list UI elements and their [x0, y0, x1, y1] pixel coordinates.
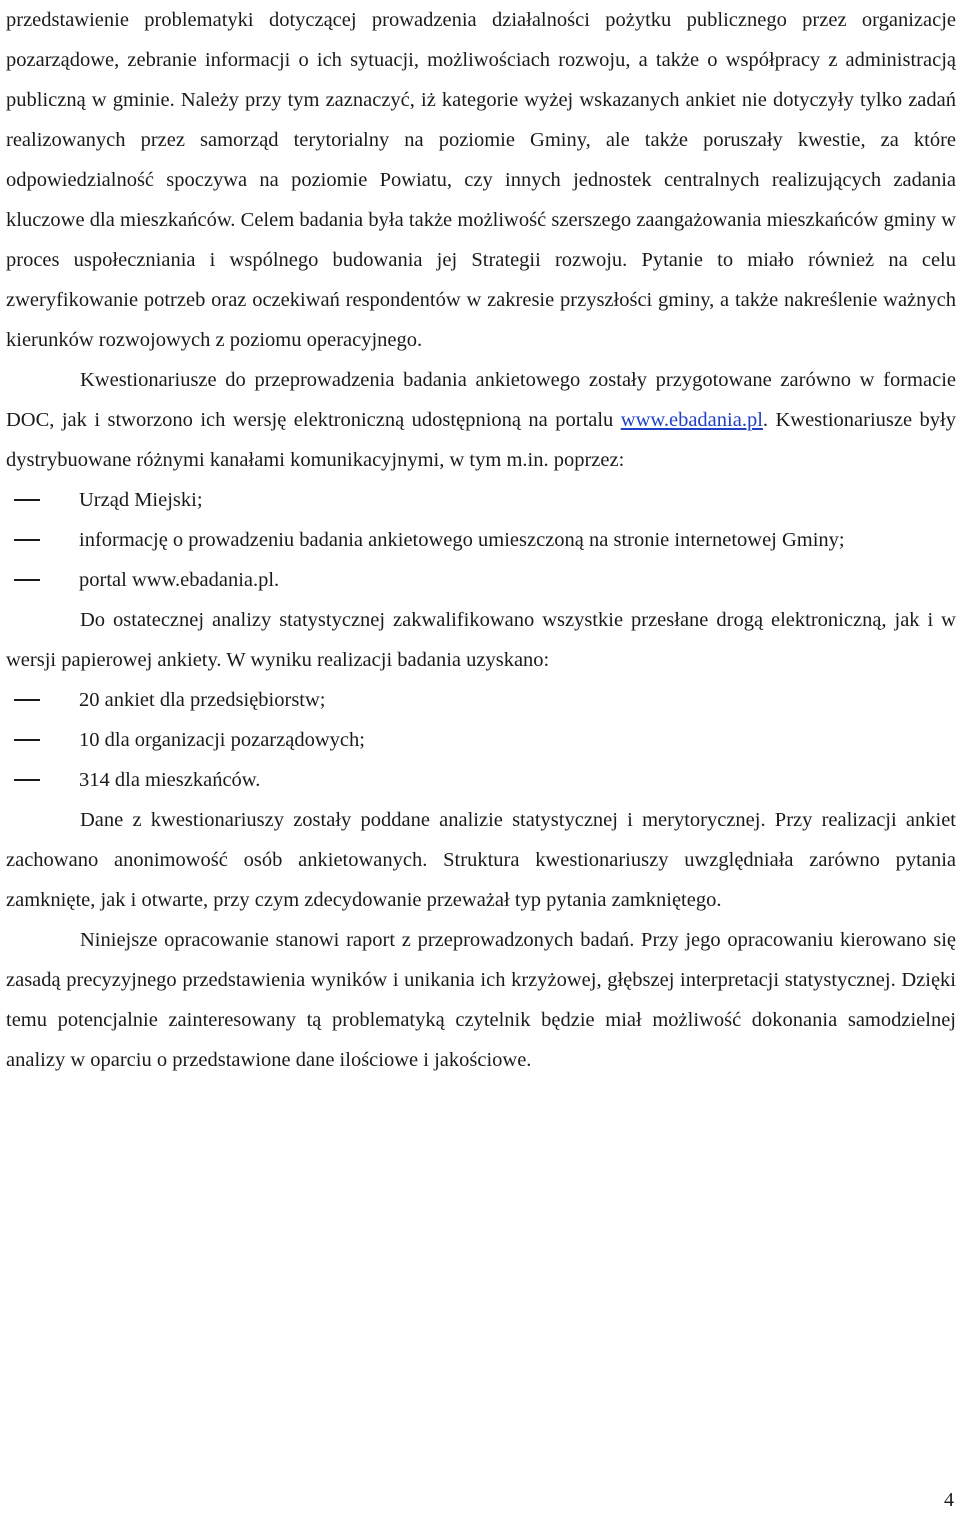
dash-bullet-icon	[14, 579, 40, 581]
dash-bullet-icon	[14, 539, 40, 541]
paragraph-survey-purpose: przedstawienie problematyki dotyczącej prowadzenia działalności pożytku publicznego przez organizacje pozarządowe, zebranie informacji o ich sytuacji, możliwościach rozwoju, a także o współpracy z administracją publiczną w gminie. Należy przy tym zaznaczyć, iż kategorie wyżej wskazanych ankiet nie dotyczyły tylko zadań realizowanych przez samorząd terytorialny na poziomie Gminy, ale także poruszały kwestie, za które odpowiedzialność spoczywa na poziomie Powiatu, czy innych jednostek centralnych realizujących zadania kluczowe dla mieszkańców. Celem badania była także możliwość szerszego zaangażowania mieszkańców gminy w proces uspołeczniania i wspólnego budowania jej Strategii rozwoju. Pytanie to miało również na celu zweryfikowanie potrzeb oraz oczekiwań respondentów w zakresie przyszłości gminy, a także nakreślenie ważnych kierunków rozwojowych z poziomu operacyjnego.	[6, 9, 956, 351]
list-item-text: informację o prowadzeniu badania ankietowego umieszczoną na stronie internetowej Gminy;	[79, 529, 845, 551]
paragraph-questionnaires-text-start: Kwestionariusze do przeprowadzenia badania ankietowego zostały przygotowane zarówno w formacie DOC, jak i stworzono ich wersję elektroniczną udostępnioną na portalu	[6, 369, 956, 431]
paragraph-report-summary: Niniejsze opracowanie stanowi raport z przeprowadzonych badań. Przy jego opracowaniu kierowano się zasadą precyzyjnego przedstawienia wyników i unikania ich krzyżowej, głębszej interpretacji statystycznej. Dzięki temu potencjalnie zainteresowany tą problematyką czytelnik będzie miał możliwość dokonania samodzielnej analizy w oparciu o przedstawione dane ilościowe i jakościowe.	[6, 929, 956, 1071]
list-item-text: 20 ankiet dla przedsiębiorstw;	[79, 689, 326, 711]
paragraph-questionnaires	[6, 360, 956, 480]
dash-bullet-icon	[14, 779, 40, 781]
survey-results-list	[6, 680, 956, 800]
dash-bullet-icon	[14, 699, 40, 701]
list-item	[6, 680, 956, 720]
dash-bullet-icon	[14, 499, 40, 501]
document-page	[6, 0, 956, 1080]
list-item	[6, 480, 956, 520]
list-item	[6, 760, 956, 800]
paragraph-analysis: Do ostatecznej analizy statystycznej zakwalifikowano wszystkie przesłane drogą elektroniczną, jak i w wersji papierowej ankiety. W wyniku realizacji badania uzyskano:	[6, 609, 956, 671]
list-item-text: 314 dla mieszkańców.	[79, 769, 261, 791]
page-number: 4	[944, 1489, 954, 1511]
paragraph-data-processing: Dane z kwestionariuszy zostały poddane analizie statystycznej i merytorycznej. Przy realizacji ankiet zachowano anonimowość osób ankietowanych. Struktura kwestionariuszy uwzględniała zarówno pytania zamknięte, jak i otwarte, przy czym zdecydowanie przeważał typ pytania zamkniętego.	[6, 809, 956, 911]
dash-bullet-icon	[14, 739, 40, 741]
list-item-text: Urząd Miejski;	[79, 489, 203, 511]
list-item	[6, 560, 956, 600]
list-item-text: portal www.ebadania.pl.	[79, 569, 280, 591]
paragraph-questionnaires-text-end: . Kwestionariusze były dystrybuowane różnymi kanałami komunikacyjnymi, w tym m.in. poprzez:	[6, 409, 956, 471]
list-item-text: 10 dla organizacji pozarządowych;	[79, 729, 365, 751]
list-item	[6, 520, 956, 560]
ebadania-link[interactable]: www.ebadania.pl	[620, 409, 763, 431]
list-item	[6, 720, 956, 760]
distribution-channels-list	[6, 480, 956, 600]
